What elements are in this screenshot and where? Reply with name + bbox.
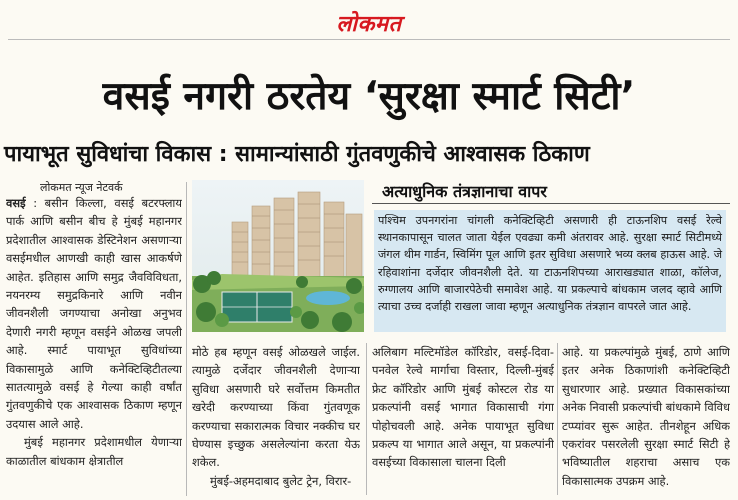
column-divider — [557, 343, 558, 495]
article-subhead: पायाभूत सुविधांचा विकास : सामान्यांसाठी गुंतवणुकीचे आश्वासक ठिकाण — [4, 142, 590, 167]
sidebar-box — [374, 210, 726, 332]
article-column-2 — [192, 343, 360, 495]
column-divider — [186, 182, 187, 496]
newspaper-logo: लोकमत — [336, 11, 402, 37]
article-column-4 — [562, 343, 730, 495]
byline: लोकमत न्यूज नेटवर्क — [40, 181, 123, 194]
column-2-continued: मुंबई-अहमदाबाद बुलेट ट्रेन, विरार- — [210, 473, 352, 488]
column-2-text: मोठे हब म्हणून वसई ओळखले जाईल. त्यामुळे दर्जेदार जीवनशैली देणाऱ्या सुविधा असणारी घरे सर्वोत्तम किमतीत खरेदी करण्याच्या किंवा गुंतवणूक करण्याचा सकारात्मक विचार नक्कीच घर घेण्यास इच्छुक असलेल्यांना करता येऊ शकेल. — [192, 345, 360, 470]
article-headline: वसई नगरी ठरतेय ‘सुरक्षा स्मार्ट सिटी’ — [102, 74, 636, 119]
township-render-image — [192, 180, 364, 332]
sidebar-divider — [372, 203, 730, 204]
column-3-text: अलिबाग मल्टिमॉडेल कॉरिडोर, वसई-दिवा-पनवेल रेल्वे मार्गाचा विस्तार, दिल्ली-मुंबई फ्रेट कॉरिडोर आणि मुंबई कोस्टल रोड या प्रकल्पांनी वसई भागात विकासाची गंगा पोहोचवली आहे. अनेक पायाभूत सुविधा प्रकल्प या भागात आले असून, या प्रकल्पांनी वसईच्या विकासाला चालना दिली — [372, 345, 554, 470]
column-4-text: आहे. या प्रकल्पांमुळे मुंबई, ठाणे आणि इतर अनेक ठिकाणांशी कनेक्टिव्हिटी सुधारणार आहे. प्रख्यात विकासकांच्या अनेक निवासी प्रकल्पांची बांधकामे विविध टप्प्यांवर सुरू आहेत. तीनशेहून अधिक एकरांवर पसरलेली सुरक्षा स्मार्ट सिटी हे भविष्यातील शहराचा असाच एक विकासात्मक उपक्रम आहे. — [562, 345, 730, 488]
masthead-divider — [8, 39, 730, 40]
article-column-3 — [372, 343, 554, 495]
article-column-1 — [6, 194, 182, 496]
column-1-continued: मुंबई महानगर प्रदेशामधील येणाऱ्या काळातील बांधकाम क्षेत्रातील — [6, 435, 182, 468]
dateline: वसई — [6, 196, 26, 210]
column-1-text: : बसीन किल्ला, वसई बटरफ्लाय पार्क आणि बसीन बीच हे मुंबई महानगर प्रदेशातील आश्वासक डेस्टिनेशन असणाऱ्या वसईमधील आणखी काही खास आकर्षणे आहेत. इतिहास आणि समुद्र जैवविविधता, नयनरम्य समुद्रकिनारे आणि नवीन जीवनशैली जगण्याचा अनोखा अनुभव देणारी नगरी म्हणून वसईने ओळख जपली आहे. स्मार्ट पायाभूत सुविधांच्या विकासामुळे आणि कनेक्टिव्हिटीतल्या सातत्यामुळे वसई हे गेल्या काही वर्षांत गुंतवणुकीचे एक आश्वासक ठिकाण म्हणून उदयास आले आहे. — [6, 196, 182, 431]
column-divider — [366, 343, 367, 495]
sidebar-title: अत्याधुनिक तंत्रज्ञानाचा वापर — [382, 182, 547, 201]
sidebar-text: पश्चिम उपनगरांना चांगली कनेक्टिव्हिटी असणारी ही टाऊनशिप वसई रेल्वे स्थानकापासून चालत जाता येईल एवढ्या कमी अंतरावर आहे. सुरक्षा स्मार्ट सिटीमध्ये जंगल थीम गार्डन, स्विमिंग पूल आणि इतर सुविधा असणारे भव्य क्लब हाऊस आहे. जे रहिवाशांना दर्जेदार जीवनशैली देते. या टाऊनशिपच्या आराखड्यात शाळा, कॉलेज, रुग्णालय आणि बाजारपेठेची समावेश आहे. या प्रकल्पाचे बांधकाम जलद व्हावे आणि त्याचा उच्च दर्जाही राखला जावा म्हणून अत्याधुनिक तंत्रज्ञान वापरले जात आहे. — [378, 214, 722, 314]
